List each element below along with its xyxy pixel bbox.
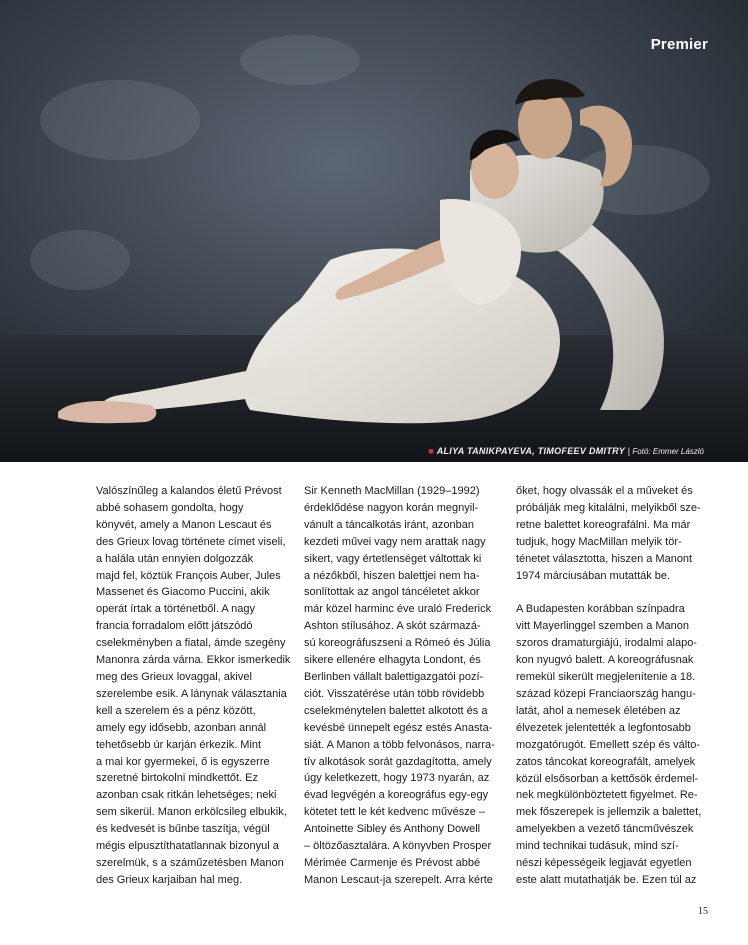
text-line: a nézőkből, hiszen balettjei nem ha- (304, 569, 480, 582)
text-line: ciót. Visszatérése után több rövidebb (304, 687, 485, 700)
text-line: tudjuk, hogy MacMillan melyik tör- (516, 535, 682, 548)
text-line: retne balettet koreografálni. Ma már (516, 518, 691, 531)
text-line: tív alkotások sorát gazdagította, amely (304, 755, 492, 768)
text-line: sú koreográfuszseni a Rómeó és Júlia (304, 637, 491, 650)
text-line: kezdeti művei vagy nem arattak nagy (304, 535, 486, 548)
text-line: kötetet tett le két kedvenc művésze – (304, 806, 485, 819)
text-line: század közepi Franciaország hangu- (516, 687, 696, 700)
text-column-3 (516, 483, 716, 889)
text-line: latát, ahol a nemesek életében az (516, 704, 681, 717)
text-line: kell a szerelem és a pénz között, (96, 704, 256, 717)
text-line: Antoinette Sibley és Anthony Dowell (304, 823, 481, 836)
text-line: a halála után ennyien dolgozzák (96, 552, 254, 565)
text-line: szoros dramaturgiájú, irodalmi alapo- (516, 637, 697, 650)
text-line: mind technikai tudásuk, mind szí- (516, 840, 679, 853)
text-line: már közel harminc éve uraló Frederick (304, 603, 492, 616)
text-column-1 (96, 483, 296, 889)
text-line: azonban csak ritkán lehetséges; neki (96, 789, 277, 802)
text-line: operát írtak a történetből. A nagy (96, 603, 255, 616)
text-line: kon nyugvó balett. A koreográfusnak (516, 654, 694, 667)
text-line: vitt Mayerlinggel szemben a Manon (516, 620, 690, 633)
text-line: mozgatórugót. Emellett szép és válto- (516, 738, 701, 751)
text-line: kevésbé ünnepelt egész estés Anasta- (304, 721, 493, 734)
text-line: őket, hogy olvassák el a műveket és (516, 485, 693, 497)
text-line: mégis elpusztíthatatlannak bizonyul a (96, 840, 279, 853)
text-line: Valószínűleg a kalandos életű Prévost (96, 485, 282, 497)
text-line: des Grieux karjaiban hal meg. (96, 873, 243, 886)
text-line: cselekménytelen balettet alkotott és a (304, 704, 488, 717)
text-line: élvezetek jelentették a legfontosabb (516, 721, 691, 734)
text-line: nek megkülönböztetett figyelmet. Re- (516, 789, 698, 802)
text-line: érdeklődése nagyon korán megnyil- (304, 501, 479, 514)
text-line: francia forradalom előtt játszódó (96, 620, 253, 633)
hero-photo (0, 0, 748, 462)
text-line: abbé sohasem gondolta, hogy (96, 501, 244, 514)
text-line: Berlinben vállalt balettigazgatói pozí- (304, 670, 484, 683)
text-line: majd fel, köztük François Auber, Jules (96, 569, 281, 582)
page-number: 15 (698, 906, 708, 917)
paragraph (516, 601, 716, 888)
paragraph (96, 483, 296, 889)
text-line: siát. A Manon a több felvonásos, narra- (304, 738, 495, 751)
text-line: Ashton stílusához. A skót származá- (304, 620, 481, 633)
paragraph (516, 483, 716, 584)
text-line: szerelmük, s a száműzetésben Manon (96, 856, 284, 869)
text-line: Mérimée Carmenje és Prévost abbé (304, 856, 481, 869)
text-line: zatos táncokat koreografált, amelyek (516, 755, 696, 768)
text-line: meg des Grieux lovaggal, akivel (96, 670, 252, 683)
text-line: ténetet választotta, hiszen a Manont (516, 552, 693, 565)
text-line: könyvét, amely a Manon Lescaut és (96, 518, 272, 531)
text-line: A Budapesten korábban színpadra (516, 603, 685, 616)
text-line: Manon Lescaut-ja szerepelt. Arra kérte (304, 873, 493, 886)
caption-separator: | (625, 446, 633, 456)
section-label: Premier (650, 36, 708, 53)
text-line: próbálják meg kitalálni, melyikből sze- (516, 501, 701, 514)
text-line: szeretné birtokolni mindkettőt. Ez (96, 772, 259, 785)
text-line: este alatt mutathatják be. Ezen túl az (516, 873, 697, 886)
caption-credit: Fotó: Emmer László (632, 447, 704, 456)
text-line: tehetősebb úr karján érkezik. Mint (96, 738, 262, 751)
text-line: 1974 márciusában mutatták be. (516, 569, 671, 582)
text-line: des Grieux lovag története címet viseli, (96, 535, 286, 548)
text-line: és kedvesét is bűnbe taszítja, végül (96, 823, 270, 836)
text-line: mek főszerepek is jellemzik a balettet, (516, 806, 702, 819)
text-line: sem sikerül. Manon erkölcsileg elbukik, (96, 806, 287, 819)
text-line: cselekményben a fiatal, ámde szegény (96, 637, 286, 650)
text-line: amely egy idősebb, azonban annál (96, 721, 267, 734)
text-line: sonlítottak az angol táncéletet akkor (304, 586, 480, 599)
text-column-2 (304, 483, 504, 889)
text-line: amelyekben a vezető táncművészek (516, 823, 694, 836)
text-line: Manonra zárda várna. Ekkor ismerkedik (96, 654, 291, 667)
text-line: vánult a táncalkotás iránt, azonban (304, 518, 475, 531)
text-line: sikert, vagy értetlenséget váltottak ki (304, 552, 482, 565)
text-line: a mai kor gyermekei, ő is egyszerre (96, 755, 270, 768)
text-line: remekül sikerült megjelenítenie a 18. (516, 671, 696, 684)
caption-names: ALIYA TANIKPAYEVA, TIMOFEEV DMITRY (436, 446, 626, 456)
text-line: közül elsősorban a kettősök érdemel- (516, 772, 699, 785)
text-line: szerelembe esik. A lánynak választania (96, 687, 287, 700)
text-line: Massenet és Giacomo Puccini, akik (96, 586, 270, 599)
text-line: – öltözőasztalára. A könyvben Prosper (304, 840, 492, 853)
caption-marker-icon: ■ (428, 446, 434, 456)
text-line: évad legvégén a koreográfus egy-egy (304, 789, 489, 802)
photo-caption (428, 446, 704, 456)
text-line: nészi képességeik legjavát egyetlen (516, 857, 692, 870)
paragraph (304, 483, 504, 889)
text-line: sikere ellenére elhagyta Londont, és (304, 654, 481, 667)
text-line: Sir Kenneth MacMillan (1929–1992) (304, 485, 480, 497)
text-line: úgy keletkezett, hogy 1973 nyarán, az (304, 772, 490, 785)
dancers-illustration (0, 0, 748, 462)
